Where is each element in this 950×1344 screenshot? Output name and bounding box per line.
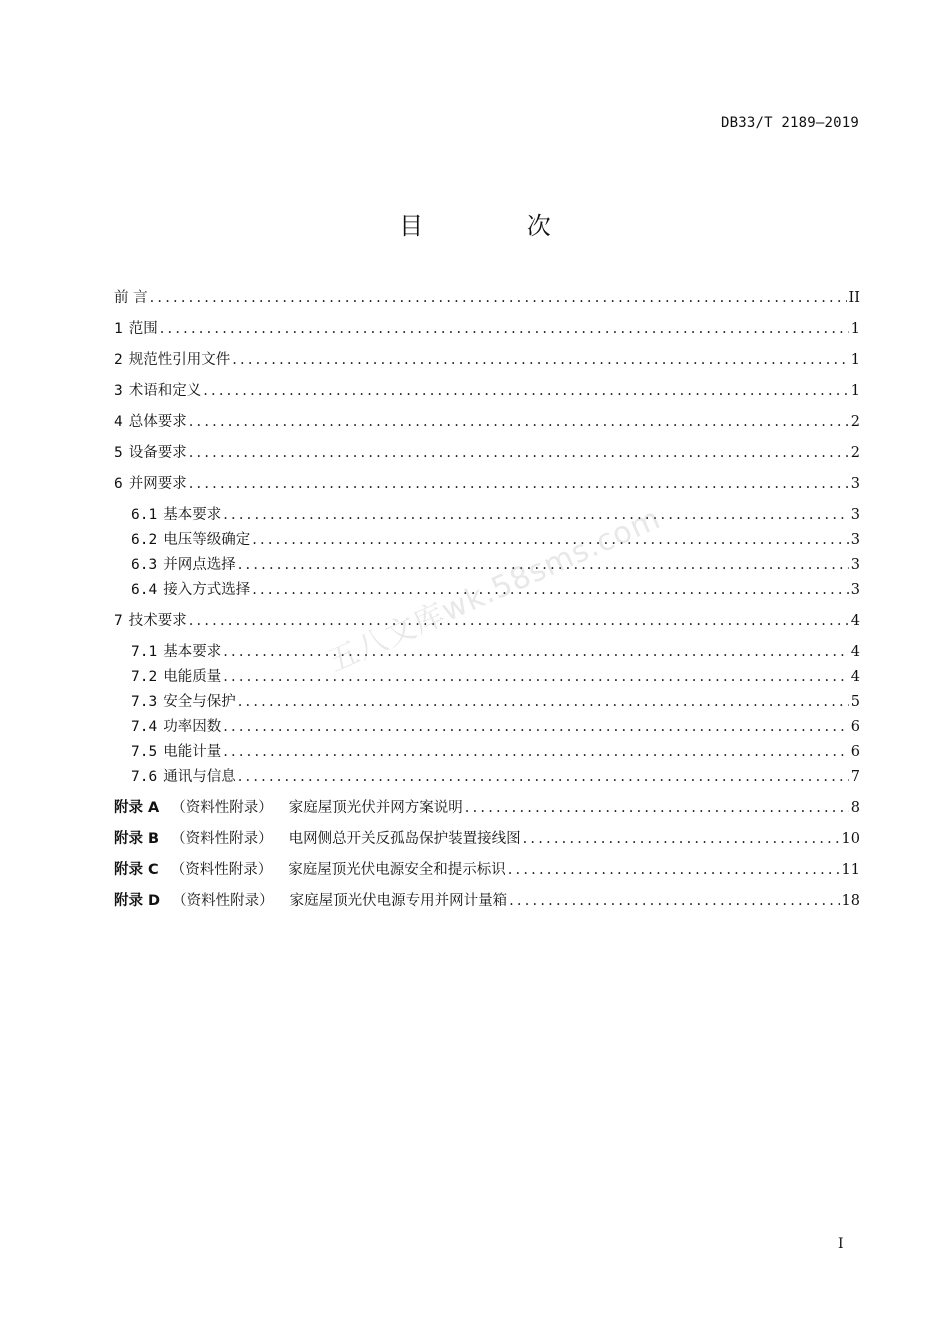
toc-page-number: 1 [850, 383, 860, 399]
toc-leader [238, 691, 849, 713]
toc-entry-label: 接入方式选择 [163, 582, 251, 598]
toc-entry-6-2[interactable] [131, 529, 860, 551]
toc-entry-label: 并网点选择 [163, 557, 236, 573]
toc-entry-label: 总体要求 [128, 414, 187, 430]
toc-entry-label: 电能质量 [163, 669, 222, 685]
toc-entry-number: 7.3 [131, 694, 158, 710]
toc-page-number: 3 [850, 532, 860, 548]
toc-entry-label: 设备要求 [128, 445, 187, 461]
toc-page-number: 3 [850, 476, 860, 492]
toc-entry-number: 6.1 [131, 507, 158, 523]
toc-appendix-number: 附录 D [114, 893, 161, 909]
toc-page-number: 6 [850, 719, 860, 735]
toc-leader [189, 610, 849, 632]
toc-leader [509, 890, 839, 912]
toc-page-number: 4 [850, 669, 860, 685]
toc-entry-2[interactable] [114, 349, 860, 371]
toc-entry-number: 6.4 [131, 582, 158, 598]
toc-entry-appendix-c[interactable] [114, 859, 860, 881]
toc-leader [223, 504, 849, 526]
toc-entry-1[interactable] [114, 318, 860, 340]
toc-page-number: 3 [850, 557, 860, 573]
toc-leader [160, 318, 849, 340]
toc-entry-6-1[interactable] [131, 504, 860, 526]
toc-entry-7-1[interactable] [131, 641, 860, 663]
toc-page-number: 10 [841, 831, 860, 847]
toc-page-number: 3 [850, 507, 860, 523]
page-number: I [838, 1236, 844, 1252]
toc-page-number: 5 [850, 694, 860, 710]
toc-leader [523, 828, 840, 850]
toc-page-number: 4 [850, 644, 860, 660]
toc-entry-appendix-b[interactable] [114, 828, 860, 850]
toc-entry-7-3[interactable] [131, 691, 860, 713]
toc-page-number: 11 [841, 862, 860, 878]
toc-page-number: 6 [850, 744, 860, 760]
toc-page-number: 8 [850, 800, 860, 816]
toc-entry-label: 规范性引用文件 [128, 352, 231, 368]
toc-entry-number: 7.1 [131, 644, 158, 660]
toc-page-number: 7 [850, 769, 860, 785]
toc-entry-number: 6.2 [131, 532, 158, 548]
toc-entry-appendix-a[interactable] [114, 797, 860, 819]
toc-entry-number: 4 [114, 414, 123, 430]
toc-entry-number: 7.6 [131, 769, 158, 785]
watermark: 五八文库wk.58sms.com [323, 500, 667, 680]
toc-entry-label: 电能计量 [163, 744, 222, 760]
toc-entry-label: 基本要求 [163, 644, 222, 660]
toc-entry-number: 7.2 [131, 669, 158, 685]
toc-appendix-number: 附录 A [114, 800, 160, 816]
toc-page-number: 1 [850, 321, 860, 337]
toc-entry-7-6[interactable] [131, 766, 860, 788]
toc-entry-label: 并网要求 [128, 476, 187, 492]
toc-entry-label: 通讯与信息 [163, 769, 236, 785]
toc-entry-label: 电压等级确定 [163, 532, 251, 548]
toc-entry-number: 7 [114, 613, 123, 629]
toc-leader [203, 380, 849, 402]
toc-entry-number: 2 [114, 352, 123, 368]
toc-entry-7-4[interactable] [131, 716, 860, 738]
toc-entry-6[interactable] [114, 473, 860, 495]
toc-entry-number: 6.3 [131, 557, 158, 573]
toc-entry-label: 电网侧总开关反孤岛保护装置接线图 [288, 831, 521, 847]
toc-leader [223, 716, 849, 738]
toc-appendix-note: （资料性附录） [172, 893, 274, 909]
toc-appendix-note: （资料性附录） [170, 862, 273, 878]
toc-entry-number: 前 言 [114, 290, 148, 306]
toc-page-number: 1 [850, 352, 860, 368]
toc-leader [223, 741, 849, 763]
toc-page-number: 4 [850, 613, 860, 629]
standard-code: DB33/T 2189—2019 [720, 115, 859, 131]
toc-entry-preface[interactable] [114, 287, 860, 309]
toc-entry-label: 安全与保护 [163, 694, 236, 710]
toc-entry-number: 5 [114, 445, 123, 461]
toc-page-number: 18 [841, 893, 860, 909]
toc-appendix-number: 附录 B [114, 831, 160, 847]
toc-entry-label: 基本要求 [163, 507, 222, 523]
toc-leader [189, 411, 849, 433]
toc-entry-7-5[interactable] [131, 741, 860, 763]
toc-page-number: 3 [850, 582, 860, 598]
toc-leader [238, 766, 849, 788]
toc-entry-number: 1 [114, 321, 123, 337]
toc-entry-label: 范围 [128, 321, 158, 337]
toc-entry-number: 7.4 [131, 719, 158, 735]
toc-page-number: 2 [850, 445, 860, 461]
toc-entry-appendix-d[interactable] [114, 890, 860, 912]
toc-appendix-note: （资料性附录） [171, 831, 273, 847]
toc-leader [465, 797, 849, 819]
toc-entry-label: 术语和定义 [128, 383, 202, 399]
toc-entry-number: 7.5 [131, 744, 158, 760]
toc-entry-label: 技术要求 [128, 613, 187, 629]
page-title: 目 次 [399, 212, 599, 240]
toc-leader [232, 349, 849, 371]
toc-appendix-number: 附录 C [114, 862, 159, 878]
toc-entry-3[interactable] [114, 380, 860, 402]
toc-leader [189, 442, 849, 464]
toc-leader [223, 641, 849, 663]
toc-page-number: 2 [850, 414, 860, 430]
toc-leader [223, 666, 849, 688]
toc-entry-5[interactable] [114, 442, 860, 464]
toc-entry-label: 家庭屋顶光伏并网方案说明 [288, 800, 463, 816]
toc-entry-label: 家庭屋顶光伏电源安全和提示标识 [288, 862, 506, 878]
toc-entry-label: 功率因数 [163, 719, 222, 735]
toc-entry-label: 家庭屋顶光伏电源专用并网计量箱 [289, 893, 508, 909]
toc-entry-number: 3 [114, 383, 123, 399]
toc-leader [150, 287, 847, 309]
toc-leader [508, 859, 840, 881]
toc-entry-number: 6 [114, 476, 123, 492]
toc-leader [189, 473, 849, 495]
toc-page-number: II [848, 290, 860, 306]
toc-appendix-note: （资料性附录） [171, 800, 273, 816]
toc-entry-7-2[interactable] [131, 666, 860, 688]
toc-entry-4[interactable] [114, 411, 860, 433]
